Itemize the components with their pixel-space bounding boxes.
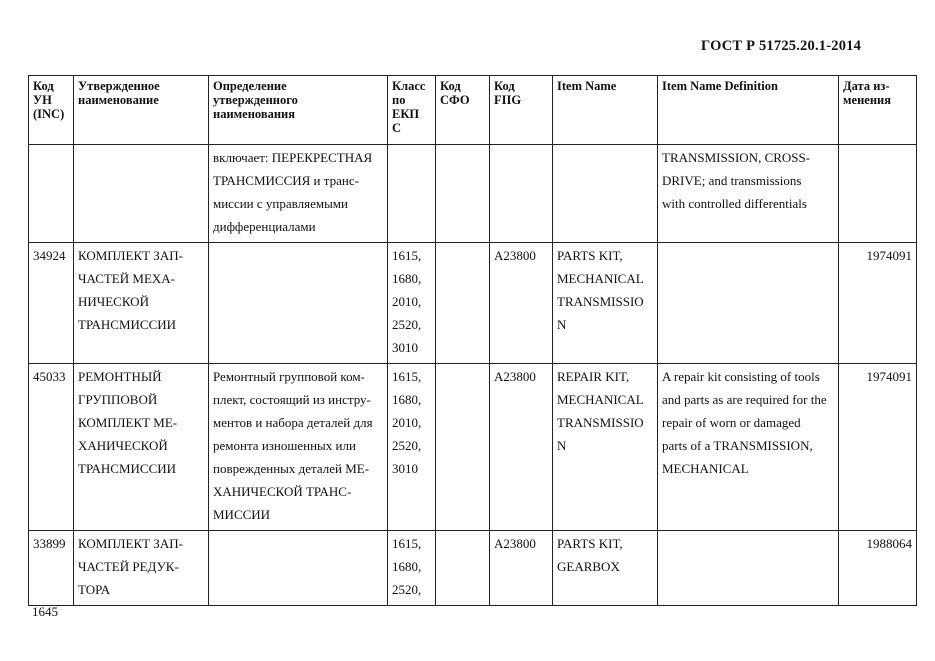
cell-code-inc: 34924: [29, 243, 74, 364]
cell-line: ТРАНСМИССИЯ и транс-: [213, 173, 359, 188]
cell-line: DRIVE; and transmissions: [662, 173, 802, 188]
cell-line: GEARBOX: [557, 559, 620, 574]
cell-line: 2010,: [392, 294, 422, 309]
cell-item-name-definition: [658, 364, 839, 531]
cell-definition: [209, 145, 388, 243]
header-line: Определение: [213, 79, 287, 93]
cell-line: TRANSMISSION, CROSS-: [662, 150, 811, 165]
cell-line: and parts as are required for the: [662, 392, 827, 407]
cell-code-inc: [29, 145, 74, 243]
cell-line: 1615,: [392, 536, 422, 551]
table-row: [29, 364, 917, 531]
cell-line: repair of worn or damaged: [662, 415, 801, 430]
header-line: наименования: [213, 107, 296, 121]
page-number: 1645: [32, 604, 58, 619]
cell-line: ЧАСТЕЙ РЕДУК-: [78, 559, 179, 574]
cell-line: 1615,: [392, 248, 422, 263]
cell-line: ТРАНСМИССИИ: [78, 317, 177, 332]
cell-line: Ремонтный групповой ком-: [213, 369, 365, 384]
cell-line: TRANSMISSIO: [557, 294, 644, 309]
cell-line: ремонта изношенных или: [213, 438, 356, 453]
header-line: Код: [494, 79, 515, 93]
cell-code-sfo: [436, 243, 490, 364]
cell-line: 2520,: [392, 582, 422, 597]
cell-line: MECHANICAL: [557, 271, 644, 286]
cell-code-sfo: [436, 531, 490, 606]
cell-approved-name: [74, 145, 209, 243]
cell-item-name: [553, 243, 658, 364]
header-line: по: [392, 93, 406, 107]
cell-line: 2520,: [392, 438, 422, 453]
cell-line: ХАНИЧЕСКОЙ: [78, 438, 168, 453]
cell-line: ментов и набора деталей для: [213, 415, 373, 430]
cell-line: КОМПЛЕКТ ЗАП-: [78, 248, 183, 263]
cell-line: PARTS KIT,: [557, 536, 623, 551]
header-line: Утвержденное: [78, 79, 160, 93]
cell-line: 1680,: [392, 271, 422, 286]
cell-line: включает: ПЕРЕКРЕСТНАЯ: [213, 150, 373, 165]
cell-line: РЕМОНТНЫЙ: [78, 369, 162, 384]
cell-line: 1680,: [392, 559, 422, 574]
header-line: менения: [843, 93, 891, 107]
cell-line: ГРУППОВОЙ: [78, 392, 158, 407]
cell-code-inc: 33899: [29, 531, 74, 606]
cell-line: КОМПЛЕКТ ЗАП-: [78, 536, 183, 551]
header-code-sfo: [436, 76, 490, 145]
table-row: [29, 243, 917, 364]
header-approved-name: [74, 76, 209, 145]
cell-line: 2520,: [392, 317, 422, 332]
cell-change-date: 1974091: [839, 364, 917, 531]
cell-item-name-definition: [658, 145, 839, 243]
header-line: Item Name Definition: [662, 79, 778, 93]
cell-line: 1680,: [392, 392, 422, 407]
header-line: Дата из-: [843, 79, 890, 93]
header-line: наименование: [78, 93, 159, 107]
cell-definition: [209, 364, 388, 531]
cell-line: MECHANICAL: [557, 392, 644, 407]
cell-line: МИССИИ: [213, 507, 271, 522]
cell-item-name: [553, 364, 658, 531]
cell-change-date: [839, 145, 917, 243]
table-row: [29, 531, 917, 606]
cell-line: MECHANICAL: [662, 461, 749, 476]
cell-line: TRANSMISSIO: [557, 415, 644, 430]
cell-line: PARTS KIT,: [557, 248, 623, 263]
cell-definition: [209, 531, 388, 606]
cell-class-ekps: [388, 531, 436, 606]
cell-code-fiig: A23800: [490, 364, 553, 531]
header-code-inc: [29, 76, 74, 145]
header-class-ekps: [388, 76, 436, 145]
header-line: СФО: [440, 93, 470, 107]
table-row: [29, 145, 917, 243]
header-line: УН: [33, 93, 52, 107]
cell-approved-name: [74, 364, 209, 531]
cell-line: 1615,: [392, 369, 422, 384]
cell-class-ekps: [388, 364, 436, 531]
cell-code-sfo: [436, 364, 490, 531]
standard-designation: ГОСТ Р 51725.20.1-2014: [701, 38, 862, 54]
cell-line: ТРАНСМИССИИ: [78, 461, 177, 476]
cell-line: N: [557, 438, 567, 453]
cell-code-fiig: A23800: [490, 243, 553, 364]
cell-item-name-definition: [658, 243, 839, 364]
header-line: FIIG: [494, 93, 522, 107]
cell-code-sfo: [436, 145, 490, 243]
cell-line: A repair kit consisting of tools: [662, 369, 820, 384]
cell-item-name-definition: [658, 531, 839, 606]
cell-line: ХАНИЧЕСКОЙ ТРАНС-: [213, 484, 352, 499]
cell-change-date: 1988064: [839, 531, 917, 606]
cell-line: ТОРА: [78, 582, 111, 597]
cell-class-ekps: [388, 243, 436, 364]
header-item-name: [553, 76, 658, 145]
table-header-row: [29, 76, 917, 145]
cell-item-name: [553, 145, 658, 243]
header-code-fiig: [490, 76, 553, 145]
cell-approved-name: [74, 531, 209, 606]
header-line: утвержденного: [213, 93, 298, 107]
cell-line: with controlled differentials: [662, 196, 807, 211]
cell-line: НИЧЕСКОЙ: [78, 294, 149, 309]
cell-line: дифференциалами: [213, 219, 316, 234]
cell-change-date: 1974091: [839, 243, 917, 364]
cell-line: поврежденных деталей МЕ-: [213, 461, 370, 476]
cell-class-ekps: [388, 145, 436, 243]
header-line: С: [392, 121, 402, 135]
cell-definition: [209, 243, 388, 364]
cell-code-inc: 45033: [29, 364, 74, 531]
header-line: Item Name: [557, 79, 617, 93]
header-definition: [209, 76, 388, 145]
item-name-table: [28, 75, 917, 606]
header-change-date: [839, 76, 917, 145]
cell-line: плект, состоящий из инстру-: [213, 392, 371, 407]
cell-line: REPAIR KIT,: [557, 369, 630, 384]
header-line: Код: [440, 79, 461, 93]
cell-line: 2010,: [392, 415, 422, 430]
header-line: ЕКП: [392, 107, 420, 121]
cell-approved-name: [74, 243, 209, 364]
header-item-name-definition: [658, 76, 839, 145]
header-line: Класс: [392, 79, 426, 93]
cell-item-name: [553, 531, 658, 606]
cell-line: 3010: [392, 340, 418, 355]
header-line: (INC): [33, 107, 65, 121]
cell-line: 3010: [392, 461, 418, 476]
cell-line: ЧАСТЕЙ МЕХА-: [78, 271, 175, 286]
cell-line: N: [557, 317, 567, 332]
cell-line: parts of a TRANSMISSION,: [662, 438, 813, 453]
cell-code-fiig: A23800: [490, 531, 553, 606]
cell-line: КОМПЛЕКТ МЕ-: [78, 415, 178, 430]
cell-line: миссии с управляемыми: [213, 196, 348, 211]
cell-code-fiig: [490, 145, 553, 243]
header-line: Код: [33, 79, 54, 93]
